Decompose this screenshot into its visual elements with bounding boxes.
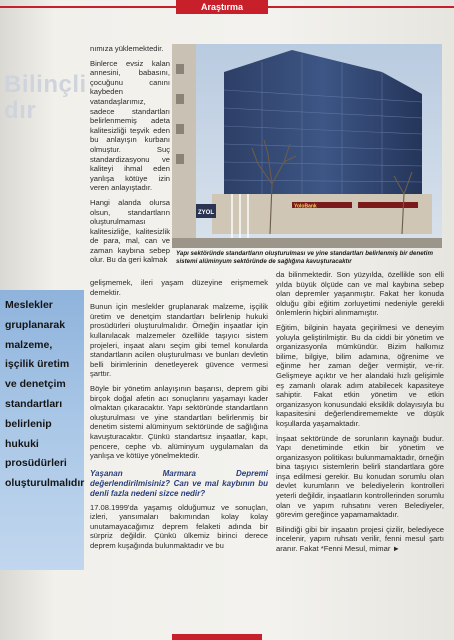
continue-arrow-icon: ► — [392, 544, 401, 554]
ghost-title-line1: Bilinçli — [4, 71, 87, 98]
paragraph: nımıza yüklemektedir. — [90, 44, 164, 53]
paragraph: Bunun için meslekler gruplanarak malzeme, işçilik üretim ve denetçim standartları belirlenip hukuki prosüdürleri oluşturulmalıdır. Örneğin inşaatlar için kullanılacak malzemeler özellikle taşıyıcı sistem projeleri, inşaat alanı seçim gibi temel konularda standartların acilen oluşturulması ve bunları devletin belli birimlerinin denetleyerek güvence vermesi şarttır. — [90, 302, 268, 379]
column-a — [90, 44, 170, 270]
header-bar — [0, 0, 454, 14]
pull-quote-line: standartları — [5, 397, 63, 410]
pull-quote-line: oluşturulmalıdır — [5, 477, 85, 490]
paragraph: Eğitim, bilginin hayata geçirilmesi ve deneyim yoluyla geliştirilmiştir. Bu da ciddi bir yönetim ve organizasyonla mümkündür. Bizim halkımız bilime, bilgiye, bilim adamına, öğrenime ve eğinme her zaman değer vermiştir, ve-rir. Gelişmeye açıktır ve her alandaki hızlı gelişimle eş zamanlı olarak adım atabilecek kapasiteye sahiptir. Fakat etkin yönetim ve etkin organizasyon konusundaki eksiklik dolayısıyla bu kapasitesini değerlendirememekte ve düşük koşullarda yaşamaktadır. — [276, 322, 444, 428]
section-label: Araştırma — [176, 0, 268, 14]
column-b — [90, 278, 268, 556]
pull-quote-line: Meslekler — [5, 299, 53, 311]
footer-tab — [172, 634, 262, 640]
question-subhead: Yaşanan Marmara Depremi değerlendirilmisiniz? Can ve mal kaybının bu denli fazla nedeni sizce nedir? — [90, 468, 268, 498]
paragraph: gelişmemek, ileri yaşam düzeyine erişmemek demektir. — [90, 278, 268, 297]
pull-quote — [5, 296, 87, 494]
photo-caption: Yapı sektöründe standartların oluşturulması ve yine standartları belirlenmiş bir denetim sistemi alüminyum sektöründe de sağlığına kavuşturacaktır — [176, 250, 433, 265]
street-sign: ZYOL — [198, 210, 214, 216]
pull-quote-line: ve denetçim — [5, 378, 66, 391]
pull-quote-line: gruplanarak — [5, 318, 66, 331]
paragraph: İnşaat sektöründe de sorunların kaynağı budur. Yapı denetiminde etkin bir yönetim ve organizasyon politikası bulunmamaktadır, örneğin bina taşıyıcı sistemlerin belirli standartlara göre inşa edilmesi gerekir. Bu konudan sorumlu olan devlet kurumların ve belediyelerin kontrolleri yeterli değildir, inşaatların kontrollerinden sorumlu olan ve yapım ruhsatını veren Belediyeler, görevim gereğince yapamamaktadır. — [276, 433, 444, 520]
pull-quote-line: işçilik üretim — [5, 358, 70, 371]
paragraph: Böyle bir yönetim anlayışının başarısı, deprem gibi birçok doğal afetin acı sonuçlarını yaşamayı kader olmaktan çıkaracaktır. Yapı sektöründe standartların oluşturulması ve yine standartları belirlenmiş bir denetim sistemi alüminyum sektöründe de sağlığına kavuşturacaktır. Çünkü standartsız inşaatlar, kapı, pencere, cephe vb. alüminyum uygulamaları da yanlışa ve kötüye yönelmektedir. — [90, 383, 268, 461]
pull-quote-line: malzeme, — [5, 338, 53, 351]
paragraph: Hangi alanda olursa olsun, standartların oluşturulmaması kalitesizliğe, kalitesizlik de para, mal, can ve zaman kaybına sebep olur. Bu da geri kalmak — [90, 197, 170, 265]
ghost-title-line2: dır — [4, 97, 37, 124]
pull-quote-line: prosüdürleri — [5, 457, 67, 470]
pull-quote-line: hukuki — [5, 437, 39, 450]
paragraph: da bilinmektedir. Son yüzyılda, özellikle son elli yılda büyük ölçüde can ve mal kaybına sebep olan depremler yaşanmıştır. Fakat her konuda olduğu gibi eğitim zorluyetimi nedeniyle gerekli önlemlerin hiçbiri alınmamıştır. — [276, 270, 444, 318]
paragraph-text: Bilindiği gibi bir inşaatın projesi çizilir, belediyece incelenir, yapım ruhsatı verilir, fenni mesul şartı aranır. Fakat *Fenni Mesul, mimar — [276, 524, 444, 554]
pull-quote-line: belirlenip — [5, 417, 52, 430]
paragraph — [276, 525, 444, 554]
paragraph: Binlerce evsiz kalan annesini, babasını, çocuğunu canını kaybeden vatandaşlarımız, sadece standartları belirlenmemiş adeta kalitesizliği teşvik eden bu anlayışın kurbanı olmuştur. Suç standardizasyonu ve kaliteyi ihmal eden yanlışa kötüye izin veren anlayıştadır. — [90, 58, 170, 193]
ghost-title — [4, 72, 87, 124]
bank-sign: YoloBank — [294, 203, 317, 210]
paragraph: 17.08.1999'da yaşamış olduğumuz ve sonuçları, izleri, yansımaları bakımından kolay kolay unutamayacağımız deprem felaketi adında bir sürpriz değildir. Çünkü ülkemiz birinci derece deprem kuşağında bulunmaktadır ve bu — [90, 502, 268, 551]
column-c — [276, 270, 444, 559]
building-photo — [172, 44, 442, 248]
